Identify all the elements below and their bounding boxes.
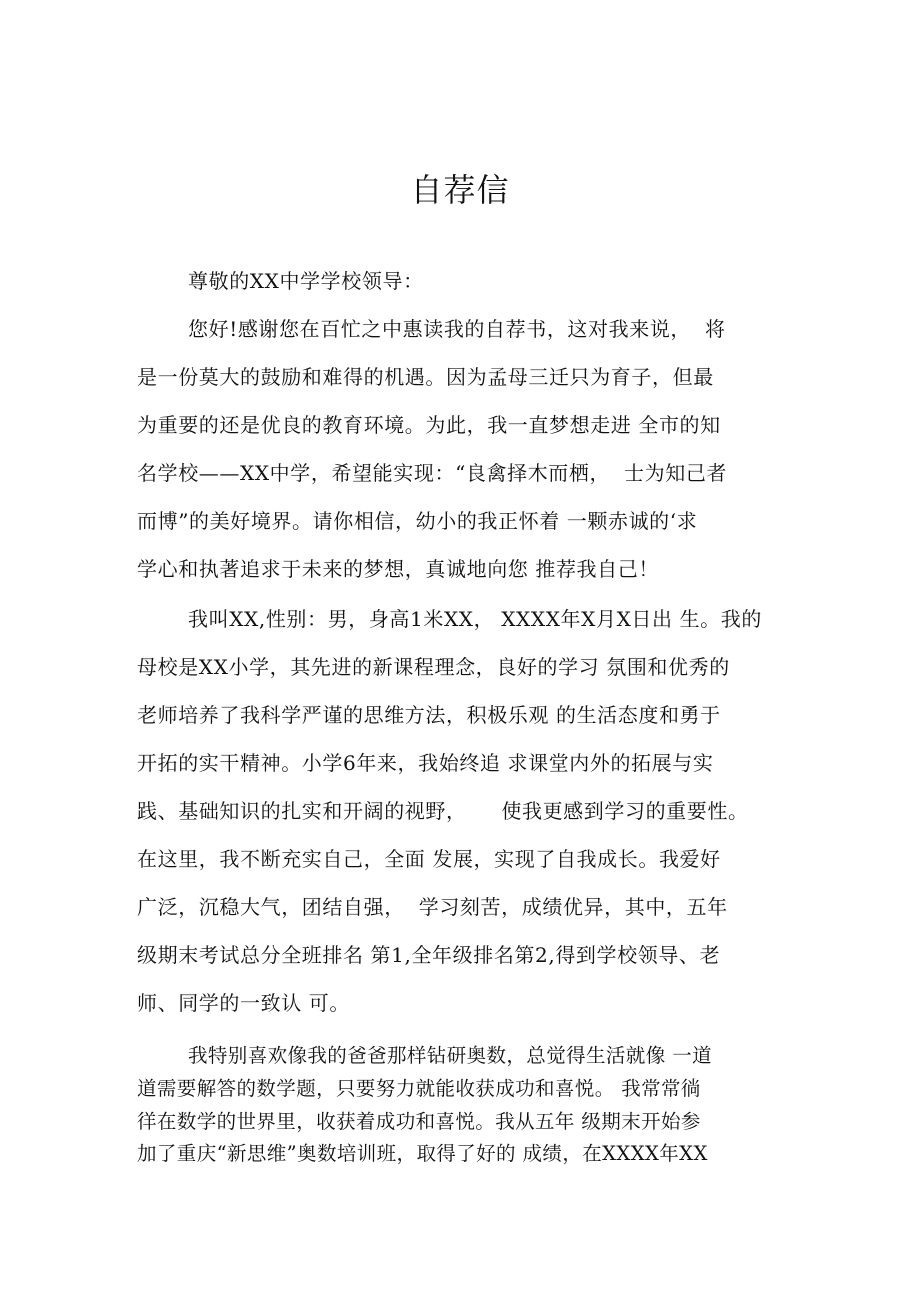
paragraph-line: 开拓的实干精神。小学6年来，我始终追 求课堂内外的拓展与实 — [137, 751, 714, 775]
paragraph-line: 母校是XX小学，其先进的新课程理念，良好的学习 氛围和优秀的 — [137, 655, 730, 679]
paragraph-line: 加了重庆“新思维”奥数培训班，取得了好的 成绩，在XXXX年XX — [137, 1142, 708, 1165]
paragraph-line: 徉在数学的世界里，收获着成功和喜悦。我从五年 级期末开始参 — [137, 1110, 701, 1133]
paragraph-line: 我特别喜欢像我的爸爸那样钻研奥数，总觉得生活就像 一道 — [188, 1044, 712, 1067]
paragraph-line: 而博”的美好境界。请你相信，幼小的我正怀着 一颗赤诚的‘求 — [137, 509, 698, 533]
paragraph-line: 名学校——XX中学，希望能实现：“良禽择木而栖， 士为知己者 — [137, 461, 728, 485]
salutation: 尊敬的XX中学学校领导： — [188, 269, 424, 293]
paragraph-line: 您好!感谢您在百忙之中惠读我的自荐书，这对我来说， 将 — [188, 317, 726, 341]
paragraph-line: 老师培养了我科学严谨的思维方法，积极乐观 的生活态度和勇于 — [137, 703, 721, 727]
paragraph-line: 践、基础知识的扎实和开阔的视野， 使我更感到学习的重要性。 — [137, 799, 749, 823]
paragraph-line: 我叫XX,性别：男，身高1米XX， XXXX年X月X日出 生。我的 — [188, 607, 762, 631]
paragraph-line: 为重要的还是优良的教育环境。为此，我一直梦想走进 全市的知 — [137, 413, 721, 437]
paragraph-line: 广泛，沉稳大气，团结自强， 学习刻苦，成绩优异，其中，五年 — [137, 895, 728, 919]
paragraph-line: 是一份莫大的鼓励和难得的机遇。因为孟母三迁只为育子，但最 — [137, 365, 714, 389]
paragraph-line: 在这里，我不断充实自己，全面 发展，实现了自我成长。我爱好 — [137, 847, 721, 871]
paragraph-line: 师、同学的一致认 可。 — [137, 991, 350, 1015]
paragraph-line: 级期末考试总分全班排名 第1,全年级排名第2,得到学校领导、老 — [137, 943, 721, 967]
paragraph-line: 学心和执著追求于未来的梦想，真诚地向您 推荐我自己！ — [137, 557, 659, 581]
document-title: 自荐信 — [410, 171, 510, 209]
paragraph-line: 道需要解答的数学题，只要努力就能收获成功和喜悦。 我常常徜 — [137, 1077, 701, 1100]
